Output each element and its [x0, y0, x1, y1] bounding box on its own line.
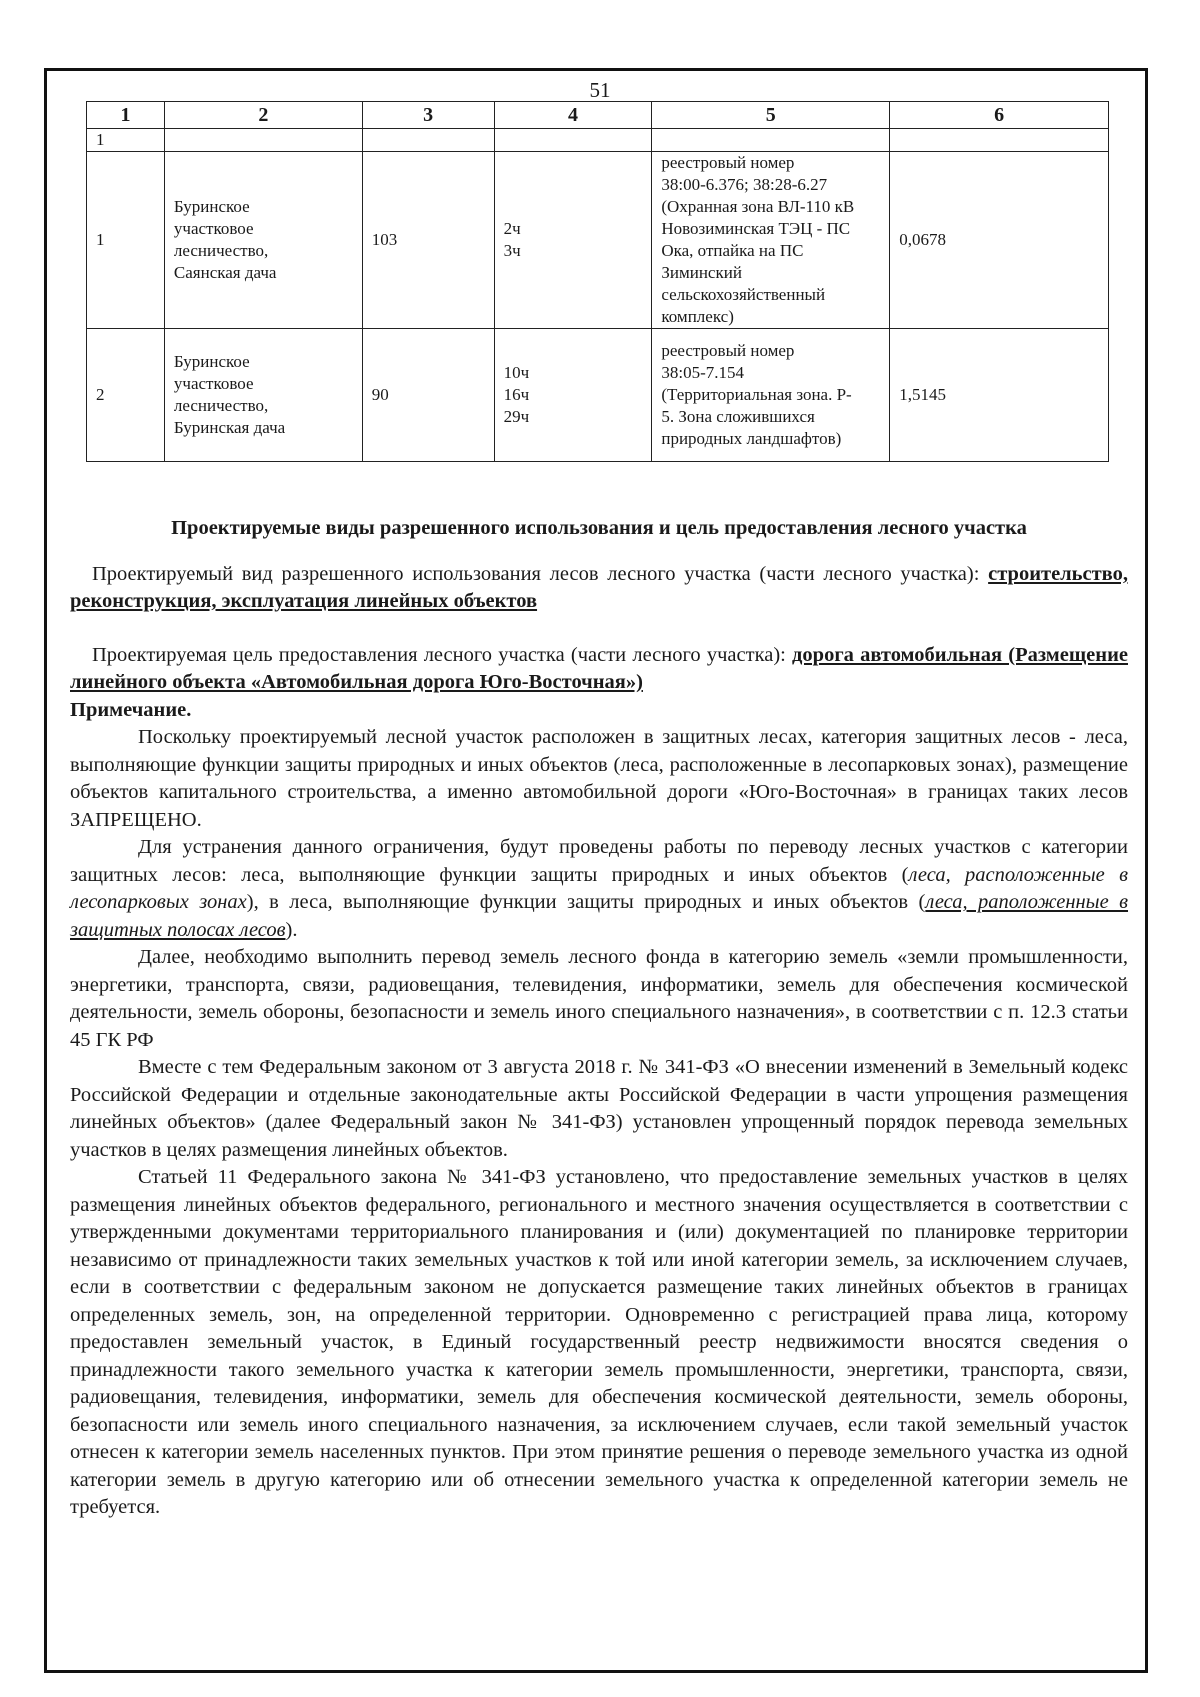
- usage-value: строительство, реконструкция, эксплуатация линейных объектов: [70, 562, 1128, 612]
- index-cell: [494, 129, 652, 152]
- description-line: реестровый номер: [661, 341, 795, 360]
- area-cell: 0,0678: [890, 152, 1109, 329]
- quarter-cell: 90: [362, 329, 494, 462]
- note-label: Примечание.: [70, 698, 192, 721]
- forestry-line: лесничество,: [173, 396, 269, 415]
- table-row: [87, 329, 1109, 462]
- header-cell: 4: [494, 102, 652, 129]
- table-row: [87, 152, 1109, 329]
- description-cell: [652, 329, 890, 462]
- usage-text: Проектируемый вид разрешенного использования лесов лесного участка (части лесного участка):: [92, 562, 989, 585]
- forestry-line: участковое: [173, 219, 254, 238]
- header-cell: 6: [890, 102, 1109, 129]
- paragraph-restriction: Поскольку проектируемый лесной участок расположен в защитных лесах, категория защитных лесов - леса, выполняющие функции защиты природных и иных объектов (леса, расположенные в лесопарковых зонах), размещение объектов капитального строительства, а именно автомобильной дороги «Юго-Восточная» в границах таких лесов ЗАПРЕЩЕНО.: [70, 726, 1128, 831]
- description-line: (Охранная зона ВЛ-110 кВ: [661, 197, 855, 216]
- forestry-line: лесничество,: [173, 241, 269, 260]
- transfer-text-d: леса, раположенные в защитных полосах лесов: [70, 891, 1129, 941]
- description-line: реестровый номер: [661, 153, 795, 172]
- index-cell: [164, 129, 362, 152]
- purpose-value: дорога автомобильная (Размещение линейного объекта «Автомобильная дорога Юго-Восточная»): [70, 643, 1128, 693]
- forestry-line: Буринское: [173, 197, 250, 216]
- index-cell: [652, 129, 890, 152]
- plot-line: 10ч: [503, 363, 530, 382]
- area-cell: 1,5145: [890, 329, 1109, 462]
- quarter-cell: 103: [362, 152, 494, 329]
- forestry-cell: [164, 152, 362, 329]
- paragraph-article-11: Статьей 11 Федерального закона № 341-ФЗ установлено, что предоставление земельных участков в целях размещения линейных объектов федерального, регионального и местного значения осуществляется в соответствии с утвержденными документами территориального планирования и (или) документацией по планировке территории независимо от принадлежности таких земельных участков к той или иной категории земель, за исключением случаев, если в соответствии с федеральным законом не допускается размещение таких линейных объектов в границах определенных земель, зон, на определенной территории. Одновременно с регистрацией права лица, которому предоставлен земельный участок, в Единый государственный реестр недвижимости вносятся сведения о принадлежности такого земельного участка к категории земель промышленности, энергетики, транспорта, связи, радиовещания, телевидения, информатики, земель для обеспечения космической деятельности, земель обороны, безопасности или земель иного специального назначения, за исключением случаев, если такой земельный участок отнесен к категории земель населенных пунктов. При этом принятие решения о переводе земельного участка из одной категории земель в другую категорию или об отнесении земельного участка к определенной категории земель не требуется.: [70, 1166, 1128, 1518]
- description-line: комплекс): [661, 307, 734, 326]
- description-line: 38:00-6.376; 38:28-6.27: [661, 175, 828, 194]
- paragraph-transfer: [70, 834, 1128, 944]
- header-cell: 1: [87, 102, 165, 129]
- description-line: (Территориальная зона. Р-: [661, 385, 852, 404]
- page-number: 51: [589, 78, 611, 102]
- transfer-text-b: леса, расположенные в лесопарковых зонах: [70, 863, 1128, 913]
- row-number: 2: [87, 329, 165, 462]
- description-line: Новозиминская ТЭЦ - ПС: [661, 219, 851, 238]
- forest-plots-table: [86, 101, 1109, 462]
- document-body: [70, 515, 1128, 1522]
- usage-paragraph: [70, 561, 1128, 616]
- description-line: 5. Зона сложившихся: [661, 407, 815, 426]
- header-cell: 2: [164, 102, 362, 129]
- header-cell: 3: [362, 102, 494, 129]
- description-line: природных ландшафтов): [661, 429, 842, 448]
- transfer-text-e: ).: [285, 918, 298, 941]
- paragraph-land-category: Далее, необходимо выполнить перевод земель лесного фонда в категорию земель «земли промышленности, энергетики, транспорта, связи, радиовещания, телевидения, информатики, земель для обеспечения космической деятельности, земель обороны, безопасности и земель иного специального назначения», в соответствии с п. 12.3 статьи 45 ГК РФ: [70, 946, 1128, 1051]
- table-header-row: [87, 102, 1109, 129]
- description-cell: [652, 152, 890, 329]
- forestry-cell: [164, 329, 362, 462]
- index-cell: [362, 129, 494, 152]
- row-number: 1: [87, 152, 165, 329]
- forestry-line: Буринское: [173, 352, 250, 371]
- index-cell: [890, 129, 1109, 152]
- index-cell: 1: [87, 129, 165, 152]
- transfer-text-c: ), в леса, выполняющие функции защиты природных и иных объектов (: [246, 891, 926, 913]
- plots-cell: [494, 329, 652, 462]
- description-line: сельскохозяйственный: [661, 285, 826, 304]
- forestry-line: Буринская дача: [173, 418, 286, 437]
- section-title: Проектируемые виды разрешенного использования и цель предоставления лесного участка: [171, 517, 1027, 539]
- forestry-line: участковое: [173, 374, 254, 393]
- forestry-line: Саянская дача: [173, 263, 277, 282]
- plot-line: 16ч: [503, 385, 530, 404]
- plots-cell: [494, 152, 652, 329]
- paragraph-federal-law: Вместе с тем Федеральным законом от 3 августа 2018 г. № 341-ФЗ «О внесении изменений в Земельный кодекс Российской Федерации и отдельные законодательные акты Российской Федерации в части упрощения размещения линейных объектов» (далее Федеральный закон № 341-ФЗ) установлен упрощенный порядок перевода земельных участков в целях размещения линейных объектов.: [70, 1056, 1128, 1161]
- purpose-paragraph: [70, 642, 1128, 697]
- plot-line: 29ч: [503, 407, 530, 426]
- table-index-row: [87, 129, 1109, 152]
- description-line: Зиминский: [661, 263, 742, 282]
- purpose-text: Проектируемая цель предоставления лесного участка (части лесного участка):: [92, 643, 793, 666]
- plot-line: 2ч: [503, 219, 521, 238]
- header-cell: 5: [652, 102, 890, 129]
- plot-line: 3ч: [503, 241, 521, 260]
- description-line: Ока, отпайка на ПС: [661, 241, 804, 260]
- transfer-text-a: Для устранения данного ограничения, будут проведены работы по переводу лесных участков с категории защитных лесов: леса, выполняющие функции защиты природных и иных объектов (: [70, 836, 1128, 886]
- description-line: 38:05-7.154: [661, 363, 744, 382]
